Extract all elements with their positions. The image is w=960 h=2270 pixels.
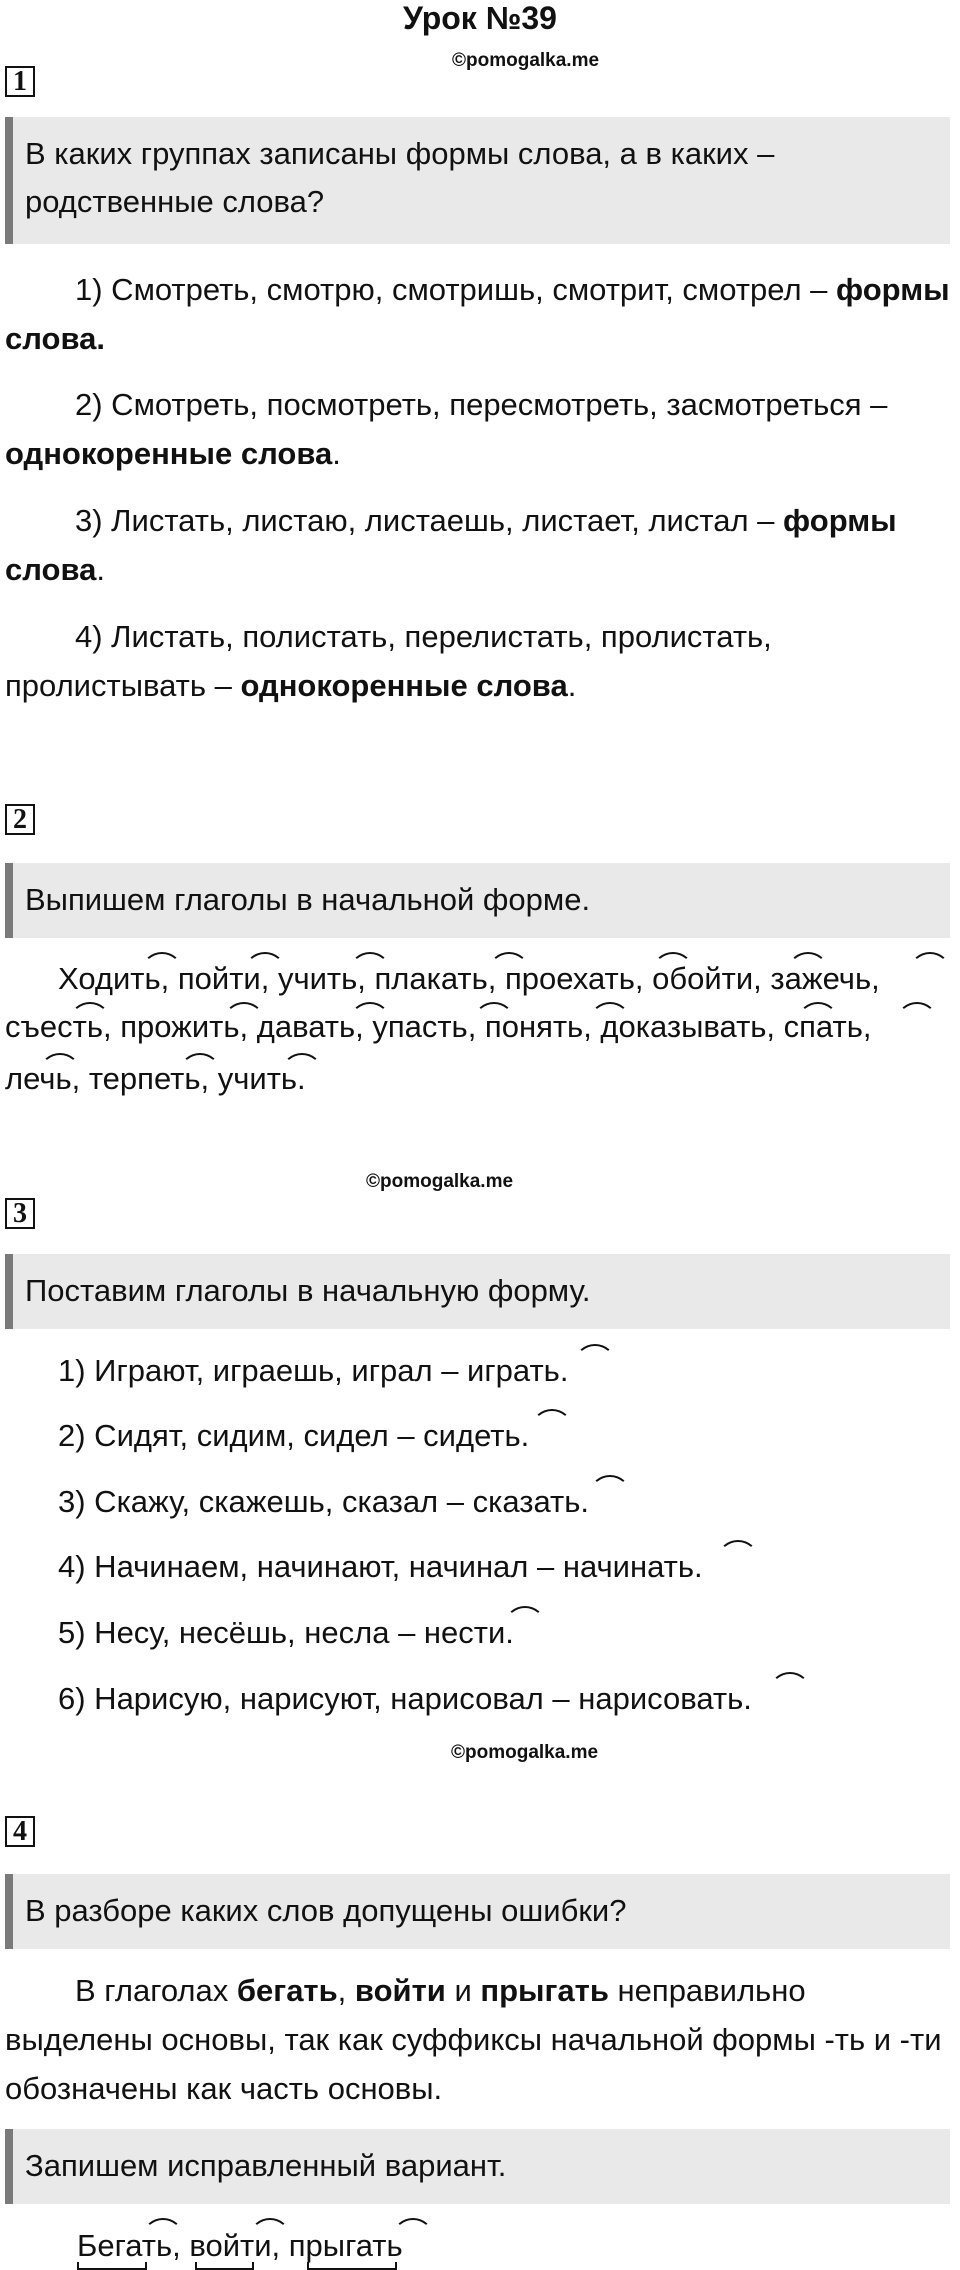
task-prompt — [5, 2129, 950, 2204]
watermark: ©pomogalka.me — [451, 1742, 599, 1763]
ending-mark — [590, 1002, 630, 1020]
task-number: 2 — [5, 804, 35, 835]
ending-mark — [245, 952, 285, 970]
ending-mark — [142, 952, 182, 970]
ending-mark — [180, 1053, 220, 1071]
task-number: 4 — [5, 1816, 35, 1847]
ending-mark — [70, 1002, 110, 1020]
task-prompt — [5, 117, 950, 244]
answer-paragraph: В глаголах бегать, войти и прыгать неправильно выделены основы, так как суффиксы начальной формы -ть и -ти обозначены как часть основы. — [5, 1973, 942, 2106]
ending-mark — [282, 1053, 322, 1071]
answer-paragraph: 3) Листать, листаю, листаешь, листает, листал – формы слова. — [5, 503, 897, 587]
answer-line: 1) Играют, играешь, играл – играть. — [58, 1353, 569, 1388]
answer-paragraph: 1) Смотреть, смотрю, смотришь, смотрит, смотрел – формы слова. — [5, 272, 950, 356]
ending-mark — [910, 952, 950, 970]
task-number: 1 — [5, 66, 35, 97]
task-prompt-text: В разборе каких слов допущены ошибки? — [25, 1893, 627, 1928]
answer-line: 3) Скажу, скажешь, сказал – сказать. — [58, 1484, 589, 1519]
verb-line: съесть, прожить, давать, упасть, понять, доказывать, спать, — [5, 1009, 872, 1044]
ending-mark — [897, 1002, 937, 1020]
ending-mark — [143, 2218, 183, 2236]
ending-mark — [393, 2218, 433, 2236]
ending-mark — [250, 2218, 290, 2236]
ending-mark — [224, 1002, 264, 1020]
watermark: ©pomogalka.me — [452, 50, 600, 71]
stem-bracket — [307, 2262, 397, 2270]
stem-bracket — [77, 2262, 147, 2270]
task-prompt — [5, 1874, 950, 1949]
answer-line: 4) Начинаем, начинают, начинал – начинать. — [58, 1549, 703, 1584]
corrected-line: Бегать, войти, прыгать — [77, 2228, 403, 2263]
task-prompt — [5, 863, 950, 938]
answer-line: 6) Нарисую, нарисуют, нарисовал – нарисовать. — [58, 1681, 752, 1716]
task-prompt-text: В каких группах записаны формы слова, а в каких – родственные слова? — [25, 136, 775, 219]
answer-line: 2) Сидят, сидим, сидел – сидеть. — [58, 1418, 530, 1453]
ending-mark — [770, 1672, 810, 1690]
ending-mark — [489, 952, 529, 970]
ending-mark — [590, 1475, 630, 1493]
ending-mark — [653, 952, 693, 970]
stem-bracket — [195, 2262, 254, 2270]
ending-mark — [40, 1053, 80, 1071]
task-prompt-text: Выпишем глаголы в начальной форме. — [25, 882, 591, 917]
ending-mark — [532, 1409, 572, 1427]
answer-paragraph: 2) Смотреть, посмотреть, пересмотреть, засмотреться – однокоренные слова. — [5, 387, 888, 471]
ending-mark — [350, 1002, 390, 1020]
verb-line: Ходить, пойти, учить, плакать, проехать, обойти, зажечь, — [58, 961, 880, 996]
verb-line: лечь, терпеть, учить. — [5, 1061, 306, 1096]
answer-line: 5) Несу, несёшь, несла – нести. — [58, 1615, 514, 1650]
answer-paragraph: 4) Листать, полистать, перелистать, пролистать, пролистывать – однокоренные слова. — [5, 619, 772, 703]
page-title: Урок №39 — [403, 0, 557, 36]
task-prompt — [5, 1254, 950, 1329]
watermark: ©pomogalka.me — [366, 1171, 514, 1192]
task-prompt-text: Поставим глаголы в начальную форму. — [25, 1273, 591, 1308]
ending-mark — [798, 1002, 838, 1020]
ending-mark — [788, 952, 828, 970]
task-prompt-text: Запишем исправленный вариант. — [25, 2148, 507, 2183]
ending-mark — [350, 952, 390, 970]
ending-mark — [505, 1606, 545, 1624]
ending-mark — [474, 1002, 514, 1020]
ending-mark — [718, 1540, 758, 1558]
task-number: 3 — [5, 1198, 35, 1229]
ending-mark — [575, 1344, 615, 1362]
